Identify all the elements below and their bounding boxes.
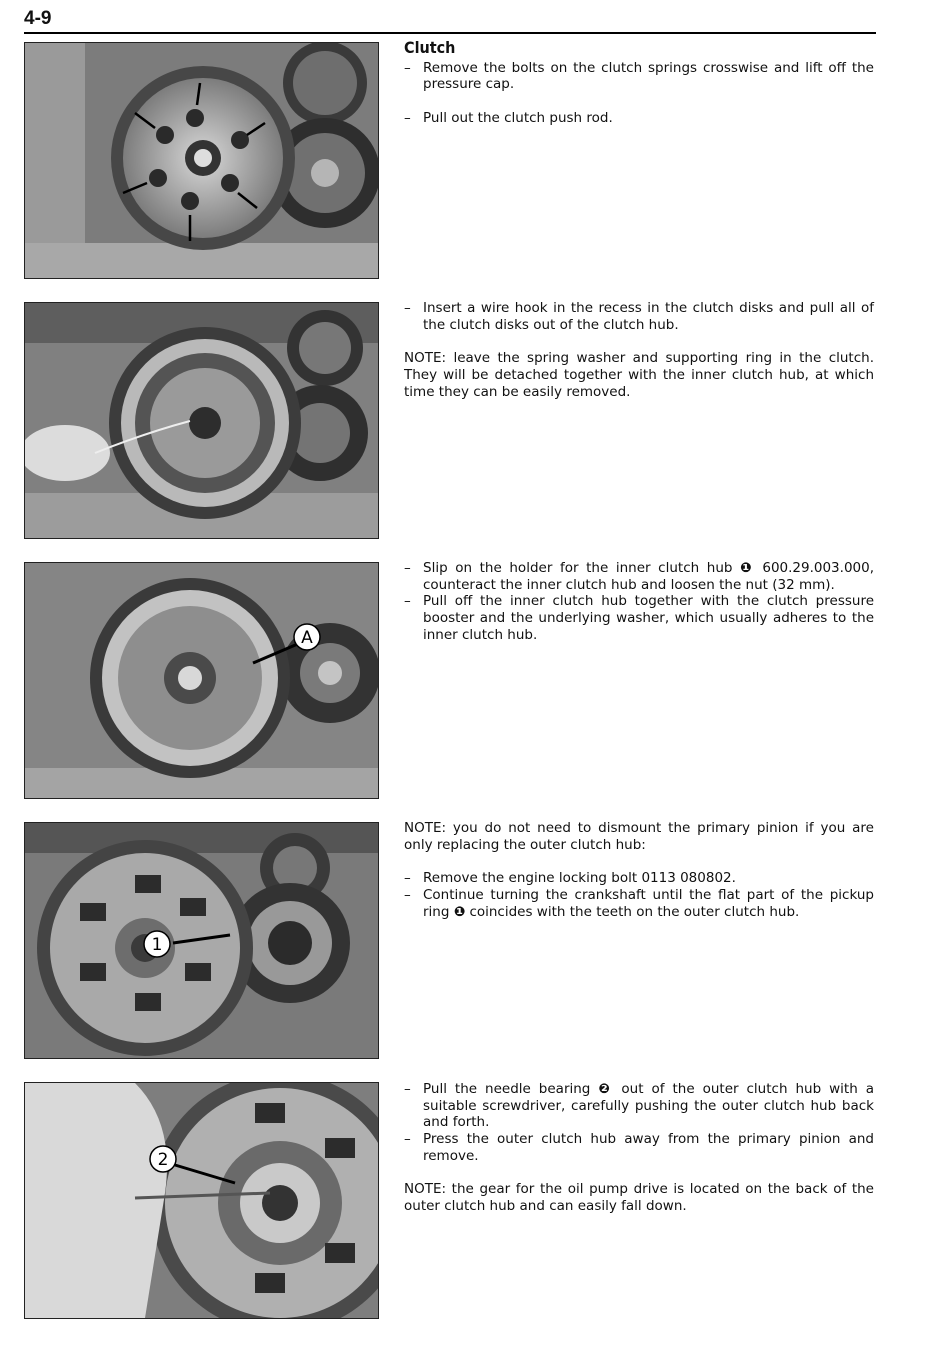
step-text-pre: Slip on the holder for the inner clutch hub — [423, 560, 741, 576]
note-primary-pinion: NOTE: you do not need to dismount the primary pinion if you are only replacing the outer clutch hub: — [404, 820, 874, 853]
photo-needle-bearing — [24, 1082, 379, 1319]
callout-1-symbol: ❶ — [453, 903, 466, 920]
step-text-post: out of the outer clutch hub with a suitable screwdriver, carefully pushing the outer clutch hub back and forth. — [423, 1081, 874, 1131]
text-block-2 — [404, 300, 874, 400]
step-pull-off-inner-hub: – Pull off the inner clutch hub together with the clutch pressure booster and the underlying washer, which usually adheres to the inner clutch hub. — [404, 593, 874, 643]
step-pull-push-rod: – Pull out the clutch push rod. — [404, 110, 874, 127]
photo-outer-clutch-hub-pickup — [24, 822, 379, 1059]
photo-wire-hook-clutch-disks — [24, 302, 379, 539]
clutch-spring-bolts-illustration — [25, 43, 378, 278]
step-turn-crankshaft — [404, 887, 874, 920]
page-number: 4-9 — [24, 8, 52, 29]
step-press-outer-hub: – Press the outer clutch hub away from the primary pinion and remove. — [404, 1131, 874, 1164]
inner-clutch-hub-illustration — [25, 563, 378, 798]
step-slip-on-holder — [404, 560, 874, 593]
step-insert-wire-hook: – Insert a wire hook in the recess in the clutch disks and pull all of the clutch disks out of the clutch hub. — [404, 300, 874, 333]
header-rule — [24, 32, 876, 34]
step-text-pre: Continue turning the crankshaft until the flat part of the pickup ring — [423, 886, 874, 920]
needle-bearing-illustration — [25, 1083, 378, 1318]
callout-2-symbol: ❷ — [598, 1081, 614, 1097]
text-block-5 — [404, 1081, 874, 1215]
callout-1: 1 — [151, 935, 163, 955]
callout-a: A — [301, 628, 313, 648]
step-text-post: coincides with the teeth on the outer clutch hub. — [465, 903, 800, 920]
section-title: Clutch — [404, 38, 456, 57]
step-pull-needle-bearing — [404, 1081, 874, 1131]
step-text-pre: Pull the needle bearing — [423, 1081, 599, 1097]
step-remove-bolts: – Remove the bolts on the clutch springs crosswise and lift off the pressure cap. — [404, 60, 874, 93]
callout-a-symbol: ❶ — [740, 560, 755, 576]
photo-clutch-spring-bolts — [24, 42, 379, 279]
outer-clutch-hub-illustration — [25, 823, 378, 1058]
callout-2: 2 — [157, 1150, 169, 1170]
step-remove-locking-bolt: – Remove the engine locking bolt 0113 080802. — [404, 870, 874, 887]
note-spring-washer: NOTE: leave the spring washer and supporting ring in the clutch. They will be detached together with the inner clutch hub, at which time they can be easily removed. — [404, 350, 874, 400]
wire-hook-illustration — [25, 303, 378, 538]
step-text-post: 600.29.003.000, counteract the inner clutch hub and loosen the nut (32 mm). — [423, 560, 875, 593]
note-oil-pump-gear: NOTE: the gear for the oil pump drive is located on the back of the outer clutch hub and can easily fall down. — [404, 1181, 874, 1214]
text-block-3 — [404, 560, 874, 644]
text-block-4 — [404, 820, 874, 920]
photo-inner-clutch-hub-holder — [24, 562, 379, 799]
text-block-1 — [404, 40, 874, 127]
